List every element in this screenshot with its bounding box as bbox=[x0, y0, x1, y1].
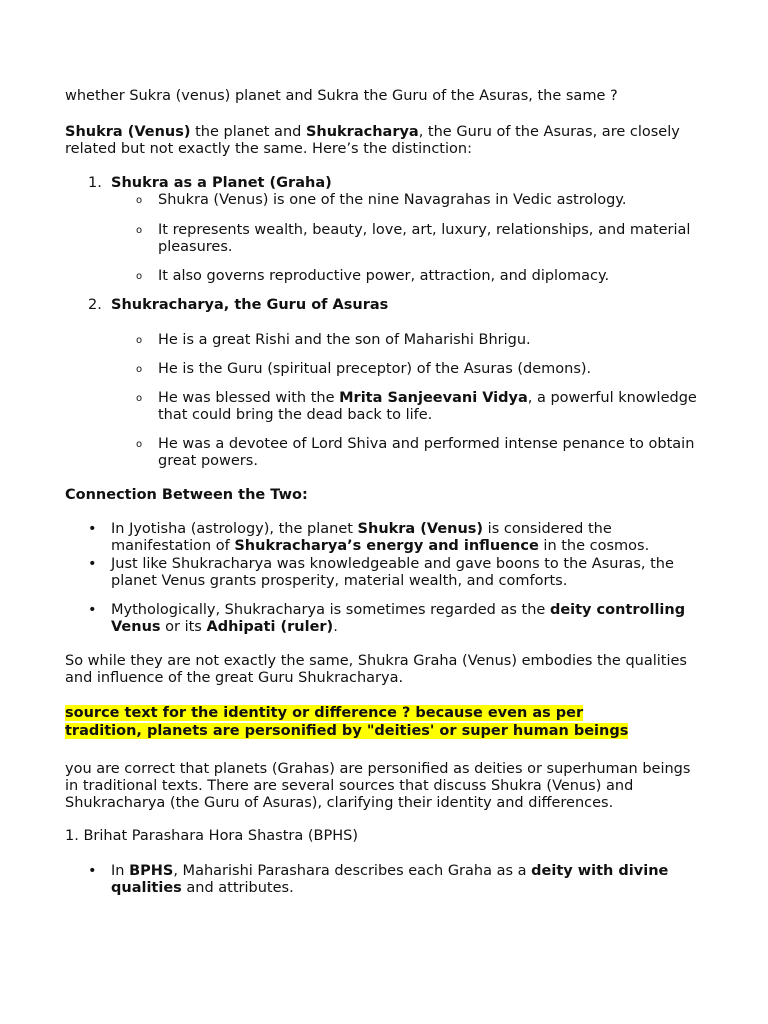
item-bold-part: Shukra (Venus) bbox=[357, 521, 484, 537]
section1-title: Shukra as a Planet (Graha) bbox=[111, 175, 332, 191]
connection-item-text: Just like Shukracharya was knowledgeable and gave boons to the Asuras, the planet Venus grants prosperity, material wealth, and comforts. bbox=[111, 556, 674, 589]
section2-item-text: He is a great Rishi and the son of Maharishi Bhrigu. bbox=[158, 332, 531, 348]
bullet-icon: • bbox=[88, 556, 97, 572]
circle-bullet-icon: o bbox=[136, 335, 143, 346]
circle-bullet-icon: o bbox=[136, 195, 143, 206]
circle-bullet-icon: o bbox=[136, 225, 143, 236]
connection-heading: Connection Between the Two: bbox=[65, 487, 308, 503]
item-text-part: He was blessed with the bbox=[158, 390, 340, 406]
bullet-icon: • bbox=[88, 863, 97, 879]
section1-number: 1. bbox=[88, 175, 102, 191]
answer-paragraph: you are correct that planets (Grahas) are personified as deities or superhuman beings in traditional texts. There are several sources that discuss Shukra (Venus) and Shukracharya (the Guru of Asuras), clarifying their identity and differences. bbox=[65, 761, 691, 811]
highlight-line-1: source text for the identity or difference ? because even as per bbox=[65, 705, 584, 721]
intro-text-2: , the Guru of the Asuras, are closely related but not exactly the same. Here’s the distinction: bbox=[65, 124, 680, 157]
item-bold-part: BPHS bbox=[129, 863, 174, 879]
intro-bold-shukracharya: Shukracharya bbox=[305, 124, 419, 140]
circle-bullet-icon: o bbox=[136, 393, 143, 404]
highlighted-prompt bbox=[65, 704, 705, 740]
connection-item-text bbox=[111, 602, 691, 636]
section1-item-text: It also governs reproductive power, attraction, and diplomacy. bbox=[158, 268, 610, 284]
item-text-part: In bbox=[111, 863, 130, 879]
section2-number: 2. bbox=[88, 297, 102, 313]
highlight-line-2: tradition, planets are personified by "deities' or super human beings bbox=[65, 723, 629, 739]
section2-item-text: He is the Guru (spiritual preceptor) of the Asuras (demons). bbox=[158, 361, 592, 377]
item-bold-part: Adhipati (ruler) bbox=[206, 619, 334, 635]
item-text-part: and attributes. bbox=[181, 880, 294, 896]
bullet-icon: • bbox=[88, 521, 97, 537]
item-text-part: , Maharishi Parashara describes each Graha as a bbox=[173, 863, 532, 879]
intro-bold-shukra: Shukra (Venus) bbox=[65, 124, 191, 140]
section1-item-text: Shukra (Venus) is one of the nine Navagrahas in Vedic astrology. bbox=[158, 192, 627, 208]
section1-item-text: It represents wealth, beauty, love, art, luxury, relationships, and material pleasures. bbox=[158, 222, 691, 255]
section2-item-text: He was a devotee of Lord Shiva and performed intense penance to obtain great powers. bbox=[158, 436, 695, 469]
connection-item-text bbox=[111, 521, 691, 555]
item-text-part: Mythologically, Shukracharya is sometimes regarded as the bbox=[111, 602, 550, 618]
item-bold-part: deity controlling Venus bbox=[111, 602, 686, 635]
question-text: whether Sukra (venus) planet and Sukra the Guru of the Asuras, the same ? bbox=[65, 88, 618, 104]
item-text-part: is considered the manifestation of bbox=[111, 521, 612, 554]
item-text-part: or its bbox=[160, 619, 207, 635]
intro-paragraph bbox=[65, 124, 705, 158]
section2-item-text bbox=[158, 390, 698, 424]
item-text-part: . bbox=[333, 619, 338, 635]
item-text-part: , a powerful knowledge that could bring the dead back to life. bbox=[158, 390, 697, 423]
bullet-icon: • bbox=[88, 602, 97, 618]
intro-text-1: the planet and bbox=[190, 124, 306, 140]
item-text-part: In Jyotisha (astrology), the planet bbox=[111, 521, 358, 537]
circle-bullet-icon: o bbox=[136, 439, 143, 450]
section2-title: Shukracharya, the Guru of Asuras bbox=[111, 297, 389, 313]
item-bold-part: deity with divine qualities bbox=[111, 863, 669, 896]
summary-paragraph: So while they are not exactly the same, Shukra Graha (Venus) embodies the qualities and influence of the great Guru Shukracharya. bbox=[65, 653, 687, 686]
bphs-heading: 1. Brihat Parashara Hora Shastra (BPHS) bbox=[65, 828, 358, 844]
item-text-part: in the cosmos. bbox=[538, 538, 650, 554]
circle-bullet-icon: o bbox=[136, 271, 143, 282]
item-bold-part: Mrita Sanjeevani Vidya bbox=[339, 390, 528, 406]
circle-bullet-icon: o bbox=[136, 364, 143, 375]
bphs-item-text bbox=[111, 863, 691, 897]
item-bold-part: Shukracharya’s energy and influence bbox=[234, 538, 539, 554]
